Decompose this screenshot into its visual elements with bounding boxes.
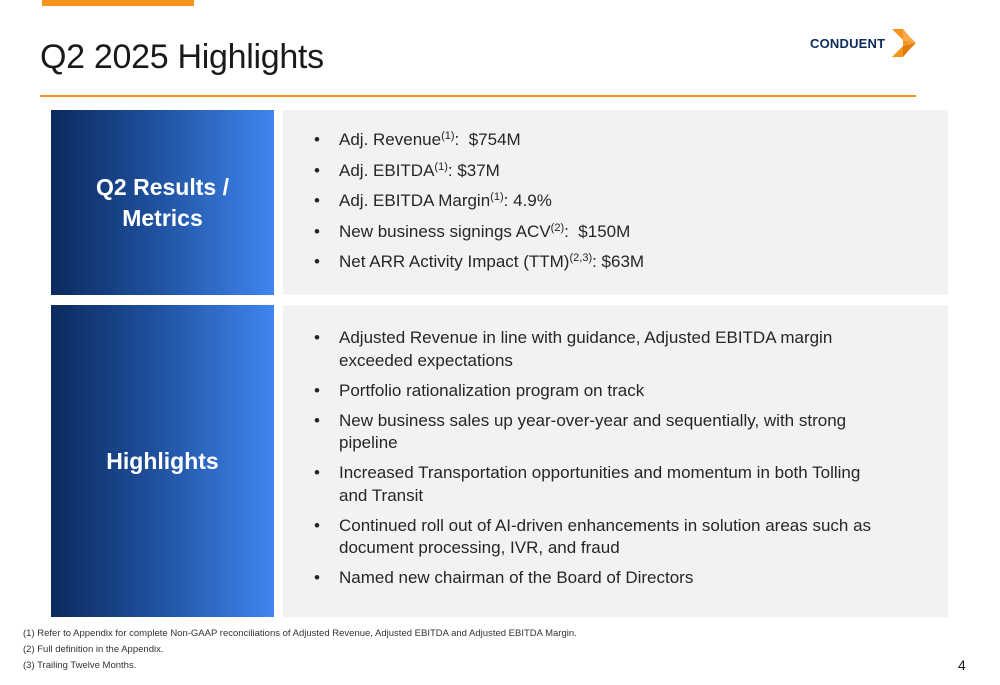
list-item: • Adj. EBITDA Margin$^{(1)}$: 4.9% — [283, 190, 948, 212]
footnote-2: (2) Full definition in the Appendix. — [23, 644, 164, 655]
list-item: • Named new chairman of the Board of Directors — [283, 567, 948, 590]
results-label-panel — [51, 110, 274, 295]
list-item: • New business signings ACV$^{(2)}$: $150M — [283, 221, 948, 243]
highlights-label: Highlights — [106, 447, 219, 474]
list-item: • Adj. EBITDA$^{(1)}$: $37M — [283, 160, 948, 182]
footnotes — [23, 626, 577, 674]
slide-title: Q2 2025 Highlights — [40, 38, 324, 76]
logo-text: CONDUENT — [810, 35, 886, 51]
footnote-3: (3) Trailing Twelve Months. — [23, 660, 137, 671]
results-label: Q2 Results / Metrics — [96, 173, 229, 231]
list-item: • Net ARR Activity Impact (TTM)$^{(2,3)}$: $63M — [283, 251, 948, 273]
page-number: 4 — [958, 657, 966, 673]
top-accent-bar — [42, 0, 194, 6]
list-item: • Portfolio rationalization program on track — [283, 380, 948, 403]
footnote-1: (1) Refer to Appendix for complete Non-GAAP reconciliations of Adjusted Revenue, Adjusted EBITDA and Adjusted EBITDA Margin. — [23, 628, 577, 639]
highlights-list — [283, 327, 948, 590]
list-item: • Continued roll out of AI-driven enhancements in solution areas such as document processing, IVR, and fraud — [283, 515, 948, 560]
list-item: • New business sales up year-over-year and sequentially, with strong pipeline — [283, 410, 948, 455]
title-divider — [40, 95, 916, 97]
results-content-panel — [283, 110, 948, 295]
conduent-logo — [810, 27, 919, 59]
highlights-label-panel — [51, 305, 274, 617]
list-item: • Adjusted Revenue in line with guidance, Adjusted EBITDA margin exceeded expectations — [283, 327, 948, 372]
conduent-arrow-mark-icon — [889, 28, 919, 58]
results-list — [283, 129, 948, 273]
highlights-content-panel — [283, 305, 948, 617]
list-item: • Increased Transportation opportunities and momentum in both Tolling and Transit — [283, 462, 948, 507]
list-item: • Adj. Revenue$^{(1)}$: $754M — [283, 129, 948, 151]
